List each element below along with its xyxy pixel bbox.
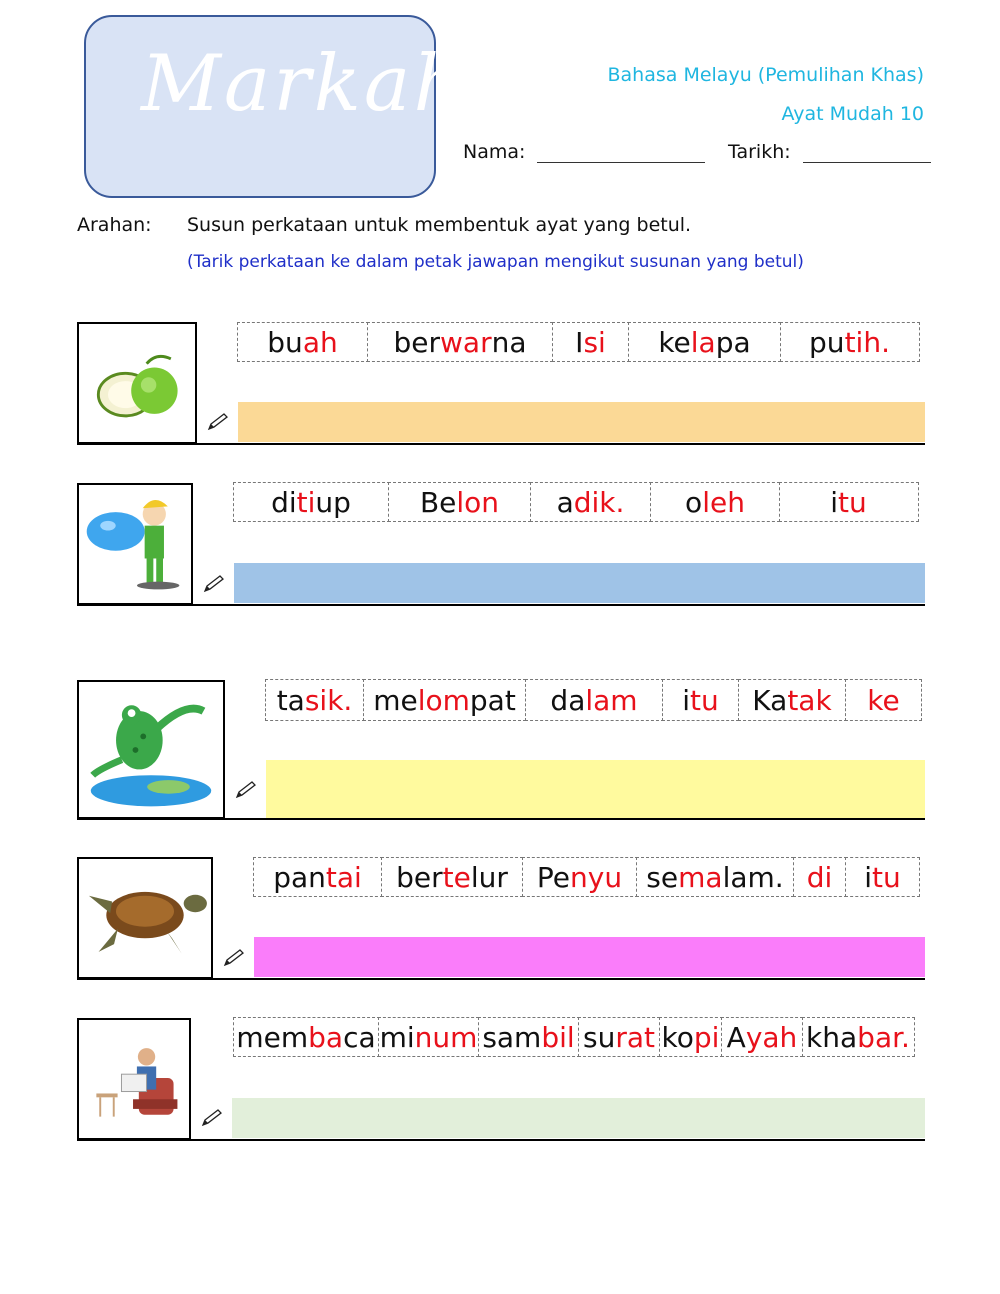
syllable: dik. bbox=[573, 485, 625, 519]
lesson-title: Ayat Mudah 10 bbox=[781, 103, 924, 125]
word-tile[interactable] bbox=[845, 679, 922, 721]
syllable: sam bbox=[482, 1020, 542, 1054]
syllable: A bbox=[726, 1020, 746, 1054]
instruction-label: Arahan: bbox=[77, 214, 152, 236]
syllable: si bbox=[583, 325, 606, 359]
pencil-icon bbox=[222, 948, 246, 968]
syllable: pan bbox=[273, 860, 326, 894]
pencil-icon bbox=[200, 1108, 224, 1128]
word-tile[interactable] bbox=[378, 1017, 479, 1057]
syllable: pu bbox=[809, 325, 845, 359]
syllable: bu bbox=[267, 325, 303, 359]
word-tile[interactable] bbox=[522, 857, 638, 897]
tarikh-field[interactable] bbox=[728, 141, 931, 163]
word-bank bbox=[266, 679, 925, 721]
tarikh-line[interactable] bbox=[803, 162, 931, 163]
syllable: mi bbox=[379, 1020, 415, 1054]
word-tile[interactable] bbox=[802, 1017, 915, 1057]
word-tile[interactable] bbox=[237, 322, 369, 362]
answer-dropzone[interactable] bbox=[238, 402, 925, 442]
syllable: ba bbox=[308, 1020, 344, 1054]
word-bank bbox=[234, 1017, 925, 1057]
pencil-icon bbox=[206, 412, 230, 432]
syllable: ta bbox=[276, 683, 305, 717]
syllable: lam. bbox=[722, 860, 784, 894]
answer-dropzone[interactable] bbox=[266, 760, 925, 818]
syllable: pi bbox=[693, 1020, 720, 1054]
frog-icon bbox=[77, 680, 225, 819]
syllable: i bbox=[864, 860, 873, 894]
syllable: rat bbox=[615, 1020, 655, 1054]
syllable: na bbox=[491, 325, 527, 359]
syllable: tu bbox=[838, 485, 867, 519]
syllable: up bbox=[315, 485, 351, 519]
syllable: a bbox=[556, 485, 574, 519]
syllable: ber bbox=[396, 860, 443, 894]
word-tile[interactable] bbox=[530, 482, 652, 522]
word-tile[interactable] bbox=[721, 1017, 803, 1057]
word-tile[interactable] bbox=[662, 679, 739, 721]
syllable: yah bbox=[745, 1020, 798, 1054]
word-tile[interactable] bbox=[367, 322, 553, 362]
syllable: Be bbox=[419, 485, 457, 519]
syllable: bil bbox=[541, 1020, 575, 1054]
syllable: la bbox=[690, 325, 716, 359]
word-tile[interactable] bbox=[578, 1017, 660, 1057]
word-tile[interactable] bbox=[845, 857, 920, 897]
syllable: pa bbox=[715, 325, 751, 359]
word-tile[interactable] bbox=[628, 322, 781, 362]
word-tile[interactable] bbox=[478, 1017, 580, 1057]
syllable: ke bbox=[658, 325, 691, 359]
row-baseline bbox=[77, 1139, 925, 1141]
markah-score-box bbox=[84, 15, 467, 198]
syllable: ber bbox=[393, 325, 441, 359]
syllable: leh bbox=[702, 485, 745, 519]
syllable: da bbox=[550, 683, 586, 717]
syllable: tih. bbox=[844, 325, 890, 359]
nama-line[interactable] bbox=[537, 162, 705, 163]
word-tile[interactable] bbox=[636, 857, 794, 897]
word-tile[interactable] bbox=[738, 679, 847, 721]
syllable: sik. bbox=[304, 683, 353, 717]
syllable: tu bbox=[872, 860, 901, 894]
row-baseline bbox=[77, 818, 925, 820]
syllable: ko bbox=[661, 1020, 694, 1054]
word-tile[interactable] bbox=[525, 679, 664, 721]
syllable: i bbox=[830, 485, 839, 519]
word-tile[interactable] bbox=[388, 482, 531, 522]
coconut-icon bbox=[77, 322, 197, 444]
syllable: i bbox=[682, 683, 691, 717]
word-tile[interactable] bbox=[780, 322, 920, 362]
word-tile[interactable] bbox=[233, 1017, 380, 1057]
girl-balloon-icon bbox=[77, 483, 193, 605]
syllable: se bbox=[646, 860, 679, 894]
syllable: ti bbox=[296, 485, 316, 519]
syllable: ma bbox=[678, 860, 723, 894]
turtle-icon bbox=[77, 857, 213, 979]
answer-dropzone[interactable] bbox=[232, 1098, 925, 1138]
word-bank bbox=[238, 322, 925, 362]
pencil-icon bbox=[202, 574, 226, 594]
syllable: tai bbox=[325, 860, 362, 894]
syllable: pat bbox=[469, 683, 516, 717]
word-tile[interactable] bbox=[552, 322, 630, 362]
syllable: ke bbox=[867, 683, 900, 717]
syllable: te bbox=[442, 860, 471, 894]
markah-label: Markah bbox=[141, 39, 467, 129]
syllable: me bbox=[373, 683, 418, 717]
row-baseline bbox=[77, 443, 925, 445]
nama-label: Nama: bbox=[463, 141, 526, 163]
instruction-text: Susun perkataan untuk membentuk ayat yang betul. bbox=[187, 214, 692, 236]
word-bank bbox=[254, 857, 925, 897]
syllable: di bbox=[271, 485, 297, 519]
pencil-icon bbox=[234, 780, 258, 800]
syllable: tu bbox=[690, 683, 719, 717]
syllable: lom bbox=[417, 683, 470, 717]
row-baseline bbox=[77, 978, 925, 980]
syllable: nyu bbox=[570, 860, 623, 894]
word-tile[interactable] bbox=[659, 1017, 723, 1057]
nama-field[interactable] bbox=[463, 141, 705, 163]
subject-title: Bahasa Melayu (Pemulihan Khas) bbox=[607, 64, 924, 86]
syllable: mem bbox=[236, 1020, 309, 1054]
answer-dropzone[interactable] bbox=[234, 563, 925, 603]
syllable: ah bbox=[302, 325, 338, 359]
word-tile[interactable] bbox=[650, 482, 780, 522]
word-tile[interactable] bbox=[779, 482, 919, 522]
man-reading-icon bbox=[77, 1018, 191, 1140]
syllable: Pe bbox=[536, 860, 571, 894]
syllable: num bbox=[414, 1020, 478, 1054]
word-tile[interactable] bbox=[253, 857, 383, 897]
tarikh-label: Tarikh: bbox=[728, 141, 791, 163]
syllable: lur bbox=[470, 860, 508, 894]
syllable: bar. bbox=[857, 1020, 910, 1054]
syllable: lam bbox=[585, 683, 638, 717]
answer-dropzone[interactable] bbox=[254, 937, 925, 977]
word-tile[interactable] bbox=[233, 482, 390, 522]
syllable: di bbox=[806, 860, 833, 894]
syllable: lon bbox=[456, 485, 500, 519]
syllable: tak bbox=[787, 683, 832, 717]
syllable: o bbox=[685, 485, 703, 519]
syllable: kha bbox=[806, 1020, 858, 1054]
syllable: su bbox=[583, 1020, 616, 1054]
syllable: ca bbox=[343, 1020, 376, 1054]
word-tile[interactable] bbox=[793, 857, 847, 897]
syllable: I bbox=[575, 325, 584, 359]
word-tile[interactable] bbox=[381, 857, 523, 897]
instruction-note: (Tarik perkataan ke dalam petak jawapan mengikut susunan yang betul) bbox=[187, 252, 804, 272]
word-bank bbox=[234, 482, 925, 522]
row-baseline bbox=[77, 604, 925, 606]
word-tile[interactable] bbox=[265, 679, 365, 721]
syllable: Ka bbox=[752, 683, 788, 717]
syllable: war bbox=[440, 325, 492, 359]
word-tile[interactable] bbox=[363, 679, 526, 721]
